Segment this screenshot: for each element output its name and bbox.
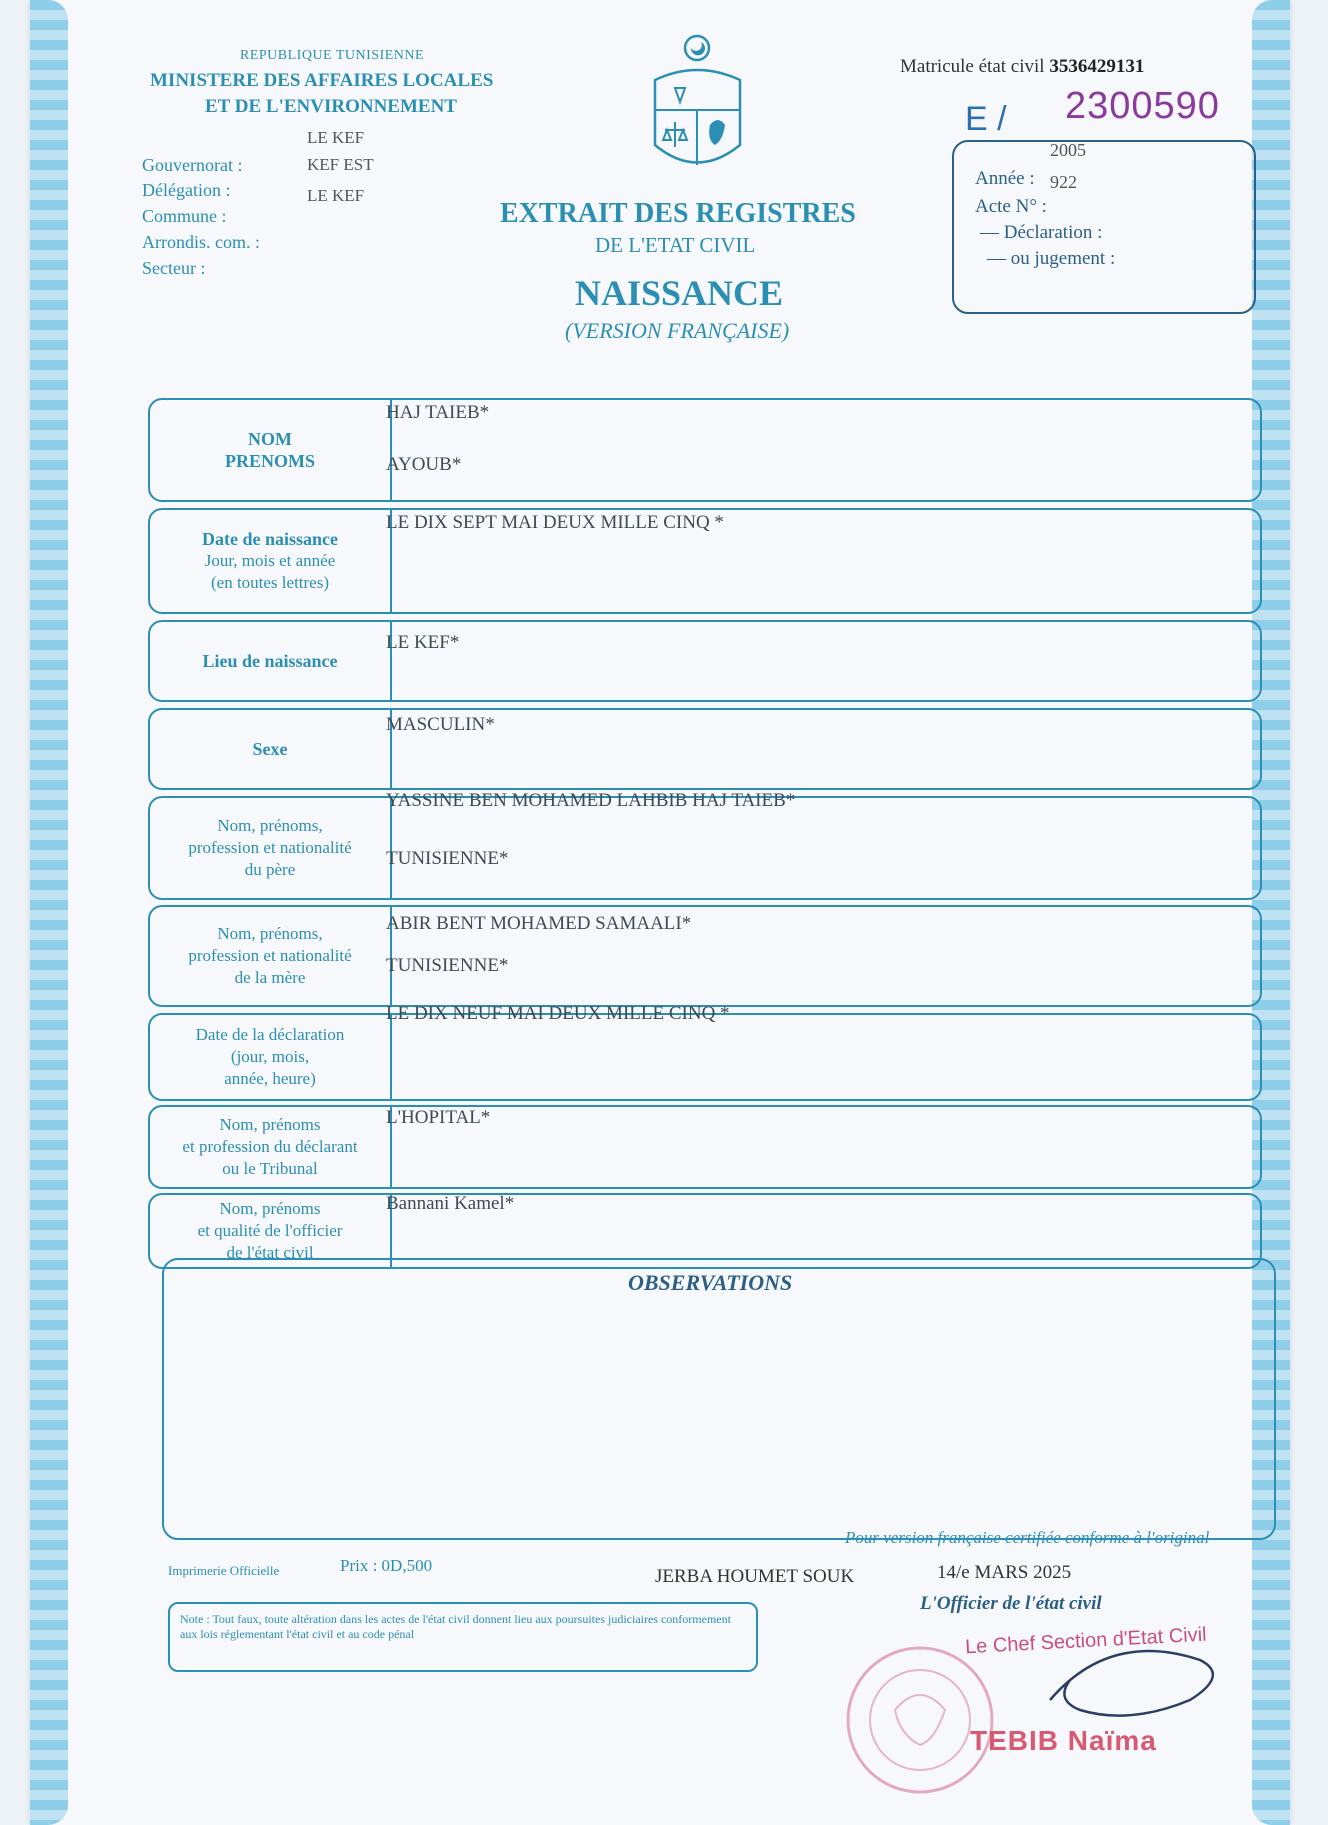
row-label-cell — [150, 622, 392, 700]
mere-name-value: ABIR BENT MOHAMED SAMAALI* — [386, 913, 692, 934]
declarant-label-2: et profession du déclarant — [182, 1137, 358, 1156]
gouvernorat-label: Gouvernorat : — [142, 155, 243, 175]
prenoms-value: AYOUB* — [386, 454, 462, 475]
mere-label-1: Nom, prénoms, — [217, 924, 323, 943]
row-label-cell — [150, 510, 392, 612]
commune-label: Commune : — [142, 206, 227, 226]
officer-signature-label: L'Officier de l'état civil — [920, 1593, 1102, 1614]
lieu-naissance-label: Lieu de naissance — [202, 651, 338, 671]
signature-icon — [1030, 1640, 1240, 1730]
sexe-value: MASCULIN* — [386, 714, 495, 735]
declarant-label-1: Nom, prénoms — [219, 1115, 321, 1134]
nom-value: HAJ TAIEB* — [386, 402, 490, 423]
document-title-etat-civil: DE L'ETAT CIVIL — [595, 233, 756, 257]
sexe-label: Sexe — [252, 739, 288, 759]
row-declarant — [148, 1105, 1262, 1189]
officier-label-2: et qualité de l'officier — [197, 1221, 343, 1240]
coat-of-arms-emblem — [645, 30, 750, 180]
declaration-label: — Déclaration : — [980, 222, 1103, 243]
annee-label: Année : — [975, 168, 1035, 189]
row-label-cell — [150, 400, 392, 500]
date-declaration-label-3: année, heure) — [224, 1069, 316, 1088]
legal-note: Note : Tout faux, toute altération dans les actes de l'état civil donnent lieu aux poursuites judiciaires conformement aux lois réglementant l'état civil et au code pénal — [168, 1602, 758, 1672]
date-naissance-label: Date de naissance — [202, 529, 338, 549]
declarant-label-3: ou le Tribunal — [222, 1159, 318, 1178]
pere-label-1: Nom, prénoms, — [217, 816, 323, 835]
date-naissance-value: LE DIX SEPT MAI DEUX MILLE CINQ * — [386, 512, 724, 533]
price-label: Prix : 0D,500 — [340, 1556, 433, 1575]
document-title-naissance: NAISSANCE — [575, 273, 784, 313]
date-declaration-label-2: (jour, mois, — [230, 1047, 310, 1066]
matricule-label: Matricule état civil — [900, 56, 1045, 77]
row-mere — [148, 905, 1262, 1007]
officier-label-3: de l'état civil — [226, 1243, 314, 1262]
delegation-value: LE KEF — [307, 186, 365, 205]
row-sexe — [148, 708, 1262, 790]
document-title-registres: EXTRAIT DES REGISTRES — [500, 198, 856, 229]
pere-label-2: profession et nationalité — [188, 838, 352, 857]
jugement-label: — ou jugement : — [987, 248, 1116, 269]
mere-label-3: de la mère — [234, 968, 306, 987]
row-pere — [148, 790, 1262, 900]
row-label-cell — [150, 798, 392, 898]
observations-box — [162, 1258, 1276, 1540]
matricule — [900, 56, 1144, 78]
lieu-naissance-value: LE KEF* — [386, 632, 460, 653]
mere-nationality-value: TUNISIENNE* — [386, 955, 509, 976]
date-declaration-label-1: Date de la déclaration — [195, 1025, 345, 1044]
stamp-officer-name: TEBIB Naïma — [970, 1725, 1157, 1756]
register-number: 2300590 — [1065, 85, 1220, 127]
matricule-value: 3536429131 — [1049, 56, 1145, 77]
gouvernorat-value: KEF EST — [307, 155, 374, 174]
official-stamp-icon — [840, 1640, 1000, 1800]
ministry-line-1: MINISTERE DES AFFAIRES LOCALES — [150, 70, 494, 91]
row-label-cell — [150, 1107, 392, 1187]
year-value: 2005 — [1050, 140, 1086, 160]
row-date-naissance — [148, 508, 1262, 614]
pere-nationality-value: TUNISIENNE* — [386, 848, 509, 869]
date-naissance-sublabel-1: Jour, mois et année — [204, 551, 336, 570]
republic-label: REPUBLIQUE TUNISIENNE — [240, 48, 425, 63]
secteur-label: Secteur : — [142, 258, 206, 278]
stamp-title: Le Chef Section d'Etat Civil — [964, 1623, 1208, 1659]
issue-place: JERBA HOUMET SOUK — [655, 1566, 855, 1587]
issue-date: 14/e MARS 2025 — [937, 1562, 1072, 1583]
row-nom-prenoms — [148, 398, 1262, 502]
date-naissance-sublabel-2: (en toutes lettres) — [210, 573, 329, 592]
pere-name-value: YASSINE BEN MOHAMED LAHBIB HAJ TAIEB* — [386, 790, 796, 811]
row-label-cell — [150, 1195, 392, 1267]
officier-value: Bannani Kamel* — [386, 1193, 515, 1214]
certification-note: Pour version française certifiée conforme à l'original — [845, 1528, 1210, 1547]
prenoms-label: PRENOMS — [225, 451, 315, 471]
row-label-cell — [150, 1015, 392, 1099]
row-label-cell — [150, 907, 392, 1005]
imprimerie-label: Imprimerie Officielle — [168, 1563, 280, 1578]
arrondissement-label: Arrondis. com. : — [142, 232, 260, 252]
header-place-value: LE KEF — [307, 128, 365, 147]
row-date-declaration — [148, 1003, 1262, 1101]
officier-label-1: Nom, prénoms — [219, 1199, 321, 1218]
row-lieu-naissance — [148, 620, 1262, 702]
left-decorative-border — [30, 0, 68, 1825]
declarant-value: L'HOPITAL* — [386, 1107, 491, 1128]
document-title-version: (VERSION FRANÇAISE) — [565, 318, 790, 343]
pere-label-3: du père — [244, 860, 296, 879]
acte-number-label: Acte N° : — [975, 196, 1047, 217]
observations-title: OBSERVATIONS — [628, 1270, 793, 1295]
ministry-line-2: ET DE L'ENVIRONNEMENT — [205, 96, 457, 117]
mere-label-2: profession et nationalité — [188, 946, 352, 965]
date-declaration-value: LE DIX NEUF MAI DEUX MILLE CINQ * — [386, 1003, 730, 1024]
row-label-cell — [150, 710, 392, 788]
register-prefix: E / — [965, 100, 1007, 138]
annee-value: 922 — [1050, 172, 1077, 192]
nom-label: NOM — [248, 429, 292, 449]
delegation-label: Délégation : — [142, 180, 231, 200]
